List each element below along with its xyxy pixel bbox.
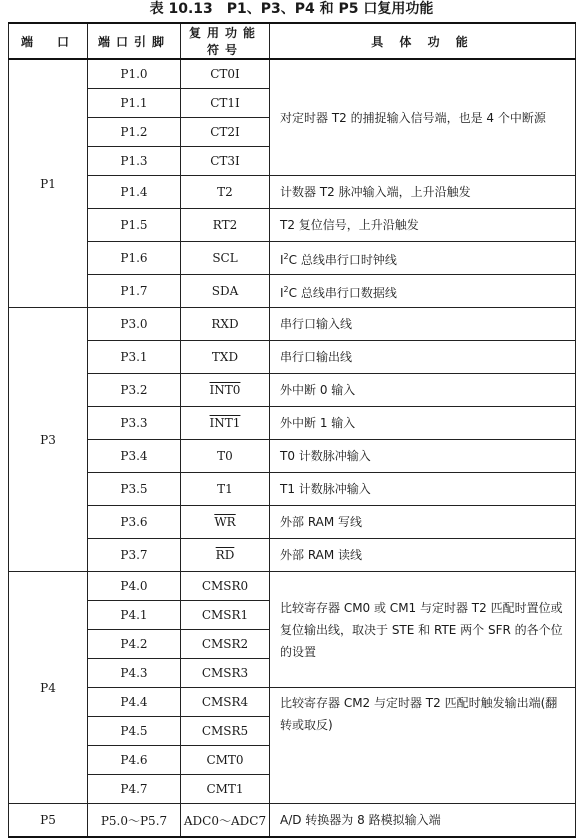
symbol-cell: CMSR4 xyxy=(181,688,270,717)
port-cell-p5: P5 xyxy=(9,804,88,838)
symbol-cell: T0 xyxy=(181,440,270,473)
function-text: C 总线串行口时钟线 xyxy=(288,252,397,267)
function-cell: T0 计数脉冲输入 xyxy=(270,440,576,473)
symbol-cell: CMSR5 xyxy=(181,717,270,746)
function-cell: 外部 RAM 读线 xyxy=(270,539,576,572)
header-pin: 端口引脚 xyxy=(88,23,181,59)
symbol-cell xyxy=(181,539,270,572)
pin-cell: P4.4 xyxy=(88,688,181,717)
overlined-symbol: INT1 xyxy=(209,416,241,430)
function-cell: 对定时器 T2 的捕捉输入信号端，也是 4 个中断源 xyxy=(270,59,576,176)
pin-cell: P1.5 xyxy=(88,209,181,242)
pin-cell: P4.1 xyxy=(88,601,181,630)
symbol-cell: CMSR3 xyxy=(181,659,270,688)
table-row xyxy=(9,804,576,838)
symbol-cell xyxy=(181,407,270,440)
header-port: 端 口 xyxy=(9,23,88,59)
pin-cell: P4.5 xyxy=(88,717,181,746)
table-row xyxy=(9,176,576,209)
table-row xyxy=(9,688,576,717)
header-symbol: 复用功能符号 xyxy=(181,23,270,59)
function-cell xyxy=(270,242,576,275)
table-title: 表 10.13 P1、P3、P4 和 P5 口复用功能 xyxy=(149,1,434,17)
pin-cell: P4.7 xyxy=(88,775,181,804)
pin-cell: P3.5 xyxy=(88,473,181,506)
overlined-symbol: INT0 xyxy=(209,383,241,397)
pin-cell: P3.0 xyxy=(88,308,181,341)
table-row xyxy=(9,473,576,506)
port-function-table xyxy=(8,22,576,838)
pin-cell: P3.1 xyxy=(88,341,181,374)
symbol-cell: TXD xyxy=(181,341,270,374)
symbol-cell: CMT1 xyxy=(181,775,270,804)
symbol-cell: CT1I xyxy=(181,89,270,118)
function-cell: 串行口输入线 xyxy=(270,308,576,341)
function-cell: 计数器 T2 脉冲输入端，上升沿触发 xyxy=(270,176,576,209)
symbol-cell: CMSR2 xyxy=(181,630,270,659)
i2c-superscript: 2 xyxy=(283,284,289,294)
port-cell-p1: P1 xyxy=(9,59,88,308)
symbol-cell: CMT0 xyxy=(181,746,270,775)
pin-cell: P1.6 xyxy=(88,242,181,275)
table-row xyxy=(9,275,576,308)
pin-cell: P3.3 xyxy=(88,407,181,440)
function-cell: T2 复位信号，上升沿触发 xyxy=(270,209,576,242)
table-row xyxy=(9,506,576,539)
function-cell: 外部 RAM 写线 xyxy=(270,506,576,539)
pin-cell: P1.1 xyxy=(88,89,181,118)
table-header-row xyxy=(9,23,576,59)
symbol-cell: RT2 xyxy=(181,209,270,242)
pin-cell: P5.0～P5.7 xyxy=(88,804,181,838)
pin-cell: P3.2 xyxy=(88,374,181,407)
function-cell: 比较寄存器 CM2 与定时器 T2 匹配时触发输出端(翻转或取反) xyxy=(270,688,576,804)
i2c-superscript: 2 xyxy=(283,251,289,261)
pin-cell: P3.6 xyxy=(88,506,181,539)
overlined-symbol: $\overline{RD}$ xyxy=(215,548,235,562)
symbol-cell: ADC0～ADC7 xyxy=(181,804,270,838)
pin-cell: P3.7 xyxy=(88,539,181,572)
function-text: C 总线串行口数据线 xyxy=(288,285,397,300)
table-row xyxy=(9,572,576,601)
table-row xyxy=(9,407,576,440)
pin-cell: P1.0 xyxy=(88,59,181,89)
table-row xyxy=(9,341,576,374)
pin-cell: P1.4 xyxy=(88,176,181,209)
symbol-cell: RXD xyxy=(181,308,270,341)
symbol-cell xyxy=(181,374,270,407)
pin-cell: P4.0 xyxy=(88,572,181,601)
port-cell-p4: P4 xyxy=(9,572,88,804)
table-row xyxy=(9,374,576,407)
overlined-symbol: $\overline{WR}$ xyxy=(214,515,236,529)
pin-cell: P4.2 xyxy=(88,630,181,659)
symbol-cell: T1 xyxy=(181,473,270,506)
symbol-cell: CMSR1 xyxy=(181,601,270,630)
symbol-cell: CT2I xyxy=(181,118,270,147)
pin-cell: P4.3 xyxy=(88,659,181,688)
pin-cell: P3.4 xyxy=(88,440,181,473)
pin-cell: P1.2 xyxy=(88,118,181,147)
symbol-cell: T2 xyxy=(181,176,270,209)
pin-cell: P4.6 xyxy=(88,746,181,775)
table-row xyxy=(9,308,576,341)
symbol-cell xyxy=(181,506,270,539)
i2c-prefix: I xyxy=(280,285,284,300)
pin-cell: P1.7 xyxy=(88,275,181,308)
table-row xyxy=(9,539,576,572)
function-cell: T1 计数脉冲输入 xyxy=(270,473,576,506)
function-cell: 外中断 0 输入 xyxy=(270,374,576,407)
symbol-cell: SCL xyxy=(181,242,270,275)
function-cell: A/D 转换器为 8 路模拟输入端 xyxy=(270,804,576,838)
function-cell: 比较寄存器 CM0 或 CM1 与定时器 T2 匹配时置位或复位输出线，取决于 STE 和 RTE 两个 SFR 的各个位的设置 xyxy=(270,572,576,688)
port-cell-p3: P3 xyxy=(9,308,88,572)
table-row xyxy=(9,209,576,242)
symbol-cell: CT0I xyxy=(181,59,270,89)
function-cell xyxy=(270,275,576,308)
function-cell: 串行口输出线 xyxy=(270,341,576,374)
table-row xyxy=(9,242,576,275)
symbol-cell: CT3I xyxy=(181,147,270,176)
symbol-cell: CMSR0 xyxy=(181,572,270,601)
symbol-cell: SDA xyxy=(181,275,270,308)
table-row xyxy=(9,440,576,473)
table-row xyxy=(9,59,576,89)
function-cell: 外中断 1 输入 xyxy=(270,407,576,440)
pin-cell: P1.3 xyxy=(88,147,181,176)
i2c-prefix: I xyxy=(280,252,284,267)
header-function: 具 体 功 能 xyxy=(270,23,576,59)
